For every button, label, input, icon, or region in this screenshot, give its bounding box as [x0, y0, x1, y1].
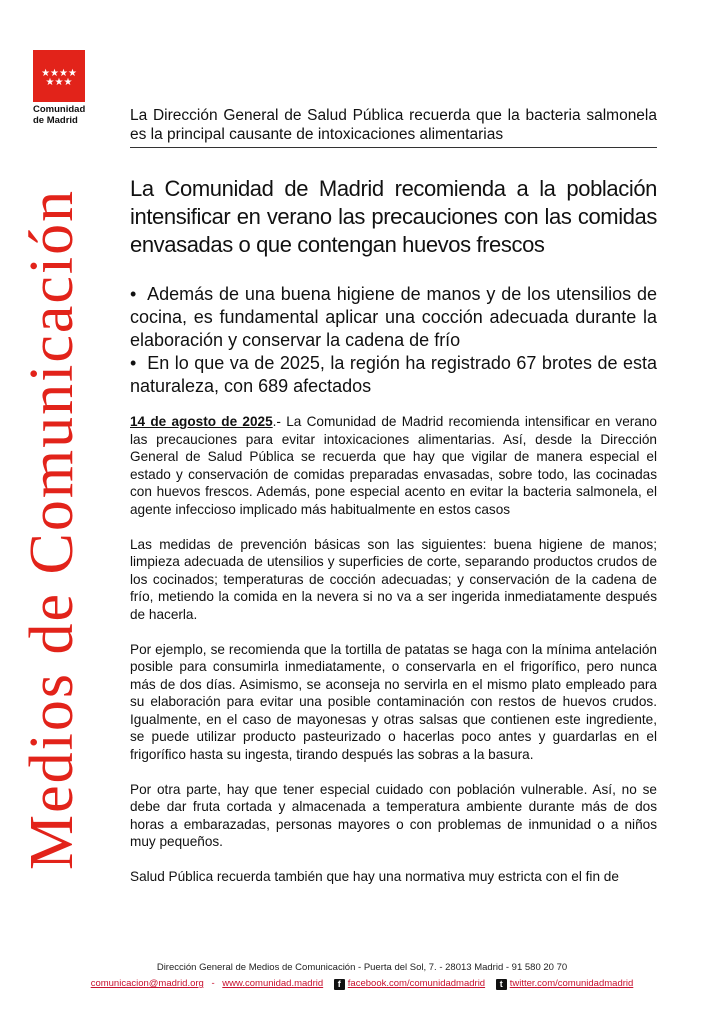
paragraph: Por ejemplo, se recomienda que la tortilla de patatas se haga con la mínima antelación posible para consumirla inmediatamente, o conservarla en el frigorífico, pero nunca más de dos días. Asimismo, se aconseja no servirla en el mismo plato empleado para su elaboración para evitar una posible contaminación con restos de huevos crudos. Igualmente, en el caso de mayonesas y otras salsas que contienen este ingrediente, se puede utilizar producto pasteurizado o hacerlas poco antes y guardarlas en el frigorífico hasta su ingesta, tirando después las sobras a la basura.: [130, 641, 657, 762]
paragraph: [130, 413, 657, 518]
paragraph-text: .- La Comunidad de Madrid recomienda intensificar en verano las precauciones para evitar intoxicaciones alimentarias. Así, desde la Dirección General de Salud Pública se recuerda que hay que vigilar de manera especial el estado y conservación de comidas preparadas envasadas, sobre todo, las cocinadas con huevos frescos. Además, pone especial acento en evitar la bacteria salmonela, el agente infeccioso implicado más habitualmente en estos casos: [130, 414, 657, 517]
side-title: Medios de Comunicación: [18, 188, 86, 870]
footer-links: [0, 978, 724, 990]
svg-text:★★★: ★★★: [45, 77, 73, 88]
logo-line-2: de Madrid: [33, 115, 78, 126]
separator: -: [211, 978, 215, 989]
date: 14 de agosto de 2025: [130, 414, 273, 429]
website-link[interactable]: www.comunidad.madrid: [222, 978, 324, 989]
logo-text: [33, 104, 85, 126]
highlight-text: Además de una buena higiene de manos y de los utensilios de cocina, es fundamental aplicar una cocción adecuada durante la elaboración y conservar la cadena de frío: [130, 284, 658, 350]
highlight-text: En lo que va de 2025, la región ha registrado 67 brotes de esta naturaleza, con 689 afectados: [130, 353, 657, 396]
highlight-item: • Además de una buena higiene de manos y de los utensilios de cocina, es fundamental aplicar una cocción adecuada durante la elaboración y conservar la cadena de frío: [130, 284, 658, 350]
facebook-link[interactable]: facebook.com/comunidadmadrid: [347, 978, 486, 989]
highlight-item: • En lo que va de 2025, la región ha registrado 67 brotes de esta naturaleza, con 689 afectados: [130, 353, 657, 396]
svg-text:★★★★: ★★★★: [41, 68, 77, 79]
email-link[interactable]: comunicacion@madrid.org: [90, 978, 204, 989]
paragraph: Las medidas de prevención básicas son las siguientes: buena higiene de manos; limpieza adecuada de utensilios y superficies de corte, separando productos crudos de los cocinados; temperaturas de cocción adecuadas; y conservación de la cadena de frío, metiendo la comida en la nevera si no va a ser ingerida inmediatamente después de hacerla.: [130, 536, 657, 622]
main-content: [130, 175, 657, 903]
highlights: [130, 283, 657, 398]
stars-icon: [33, 50, 85, 102]
footer-address: Dirección General de Medios de Comunicación - Puerta del Sol, 7. - 28013 Madrid - 91 580 20 70: [156, 962, 568, 973]
facebook-icon: f: [334, 979, 345, 990]
press-release-title: La Comunidad de Madrid recomienda a la población intensificar en verano las precauciones con las comidas envasadas o que contengan huevos frescos: [130, 176, 657, 257]
twitter-link[interactable]: twitter.com/comunidadmadrid: [509, 978, 634, 989]
logo-line-1: Comunidad: [33, 104, 86, 115]
header-subtitle: La Dirección General de Salud Pública recuerda que la bacteria salmonela es la principal causante de intoxicaciones alimentarias: [130, 107, 657, 143]
comunidad-madrid-logo: [33, 50, 85, 102]
article-body: [130, 413, 657, 886]
paragraph: Por otra parte, hay que tener especial cuidado con población vulnerable. Así, no se debe dar fruta cortada y almacenada a temperatura ambiente durante más de dos horas a embarazadas, personas mayores o con problemas de inmunidad o a niños muy pequeños.: [130, 781, 657, 849]
twitter-icon: t: [496, 979, 507, 990]
header-divider: [130, 147, 657, 148]
paragraph: Salud Pública recuerda también que hay una normativa muy estricta con el fin de: [130, 869, 619, 884]
